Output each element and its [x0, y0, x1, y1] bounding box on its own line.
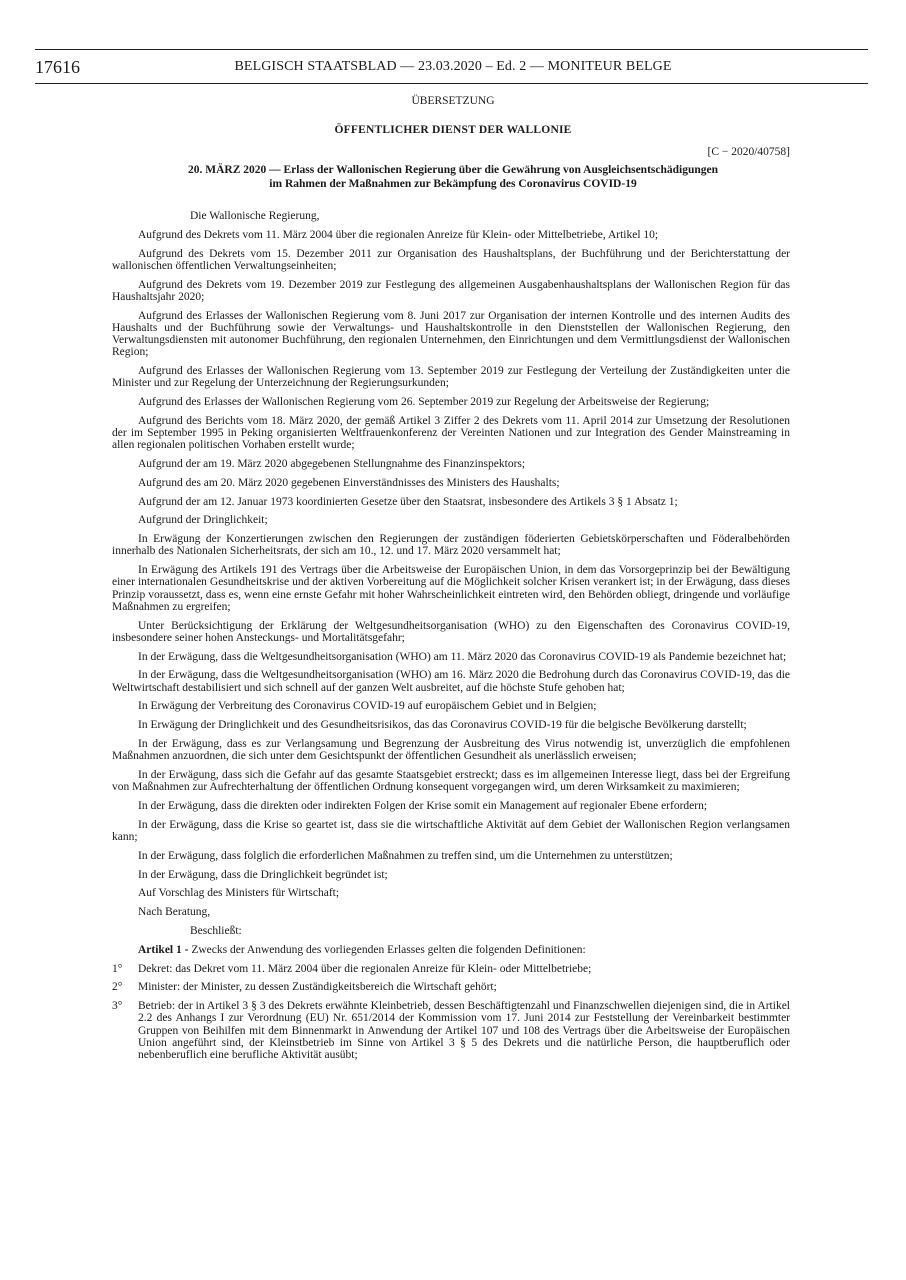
recital-paragraph: In Erwägung der Konzertierungen zwischen den Regierungen der zuständigen föderierten Gebietskörperschaften und Föderalbehörden innerhalb des Nationalen Sicherheitsrats, der sich am 10., 12. und 17. März 2020 versammelt hat; [112, 533, 790, 558]
definition-number: 2° [112, 981, 123, 994]
recital-paragraph: Aufgrund des Dekrets vom 11. März 2004 über die regionalen Anreize für Klein- oder Mittelbetriebe, Artikel 10; [138, 228, 659, 241]
decision-line: Beschließt: [190, 924, 242, 937]
definition-text: Minister: der Minister, zu dessen Zuständigkeitsbereich die Wirtschaft gehört; [138, 981, 497, 994]
recital-paragraph: Auf Vorschlag des Ministers für Wirtschaft; [138, 887, 340, 900]
article-label: Artikel 1 - [138, 943, 189, 956]
recital-paragraph: Aufgrund des Erlasses der Wallonischen Regierung vom 13. September 2019 zur Festlegung der Verteilung der Zuständigkeiten unter die Minister und zur Regelung der Unterzeichnung der Regierungsurkunden; [112, 365, 790, 390]
definition-item [112, 1000, 790, 1061]
page-number: 17616 [35, 57, 80, 77]
recital-paragraph: In der Erwägung, dass sich die Gefahr auf das gesamte Staatsgebiet erstreckt; dass es im allgemeinen Interesse liegt, dass bei der Ergreifung von Maßnahmen zur Aufrechterhaltung der öffentlichen Ordnung konsequent vorgegangen wird, um deren Wirksamkeit zu maximieren; [112, 768, 790, 794]
definition-number: 3° [112, 1000, 123, 1013]
recital-paragraph: In der Erwägung, dass es zur Verlangsamung und Begrenzung der Ausbreitung des Virus notwendig ist, unverzüglich die empfohlenen Maßnahmen anzuordnen, die sich unter dem Gesichtspunkt der öffentlichen Gesundheit als unerlässlich erweisen; [112, 737, 790, 763]
definition-item [112, 963, 790, 975]
recital-paragraph: Aufgrund des Berichts vom 18. März 2020, der gemäß Artikel 3 Ziffer 2 des Dekrets vom 11. April 2014 zur Umsetzung der Resolutionen der im September 1995 in Peking organisierten Weltfrauenkonferenz der Vereinten Nationen und zur Integration des Gender Mainstreaming in allen regionalen politischen Vorhaben erstellt wurde; [112, 414, 790, 452]
definitions-list [112, 963, 790, 1062]
article-text: Zwecks der Anwendung des vorliegenden Erlasses gelten die folgenden Definitionen: [188, 943, 586, 956]
recital-paragraph: Aufgrund der Dringlichkeit; [138, 514, 268, 527]
article-1 [112, 944, 790, 956]
document-title [0, 163, 906, 191]
definition-text: Dekret: das Dekret vom 11. März 2004 über die regionalen Anreize für Klein- oder Mittelbetriebe; [138, 962, 592, 975]
definition-number: 1° [112, 962, 123, 975]
recital-paragraph: Aufgrund des Dekrets vom 19. Dezember 2019 zur Festlegung des allgemeinen Ausgabenhaushaltsplans der Wallonischen Region für das Haushaltsjahr 2020; [112, 278, 790, 303]
recital-paragraph: Aufgrund der am 12. Januar 1973 koordinierten Gesetze über den Staatsrat, insbesondere des Artikels 3 § 1 Absatz 1; [138, 495, 678, 508]
recital-paragraph: In der Erwägung, dass die Weltgesundheitsorganisation (WHO) am 16. März 2020 die Bedrohung durch das Coronavirus COVID-19, das die Weltwirtschaft destabilisiert und sich schnell auf der ganzen Welt ausbreitet, auf die höchste Stufe gehoben hat; [112, 669, 790, 694]
header-top-rule [35, 49, 868, 50]
definition-item [112, 981, 790, 993]
recital-paragraph: In Erwägung der Dringlichkeit und des Gesundheitsrisikos, das das Coronavirus COVID-19 für die belgische Bevölkerung darstellt; [138, 719, 747, 732]
recital-paragraph: Nach Beratung, [138, 906, 211, 919]
recital-paragraph: Aufgrund des am 20. März 2020 gegebenen Einverständnisses des Ministers des Haushalts; [138, 476, 560, 489]
header-bottom-rule [35, 83, 868, 84]
recital-paragraph: Aufgrund der am 19. März 2020 abgegebenen Stellungnahme des Finanzinspektors; [138, 458, 526, 470]
title-line-1: 20. MÄRZ 2020 — Erlass der Wallonischen Regierung über die Gewährung von Ausgleichsentschädigungen [187, 164, 719, 176]
recital-paragraph: In Erwägung der Verbreitung des Coronavirus COVID-19 auf europäischem Gebiet und in Belgien; [138, 700, 597, 713]
issuing-authority: ÖFFENTLICHER DIENST DER WALLONIE [334, 124, 572, 136]
recital-paragraph: In der Erwägung, dass die Weltgesundheitsorganisation (WHO) am 11. März 2020 das Coronavirus COVID-19 als Pandemie bezeichnet hat; [138, 650, 787, 663]
recital-paragraph: Aufgrund des Dekrets vom 15. Dezember 2011 zur Organisation des Haushaltsplans, der Buchführung und der Berichterstattung der wallonischen öffentlichen Verwaltungseinheiten; [112, 247, 790, 272]
recital-paragraph: In der Erwägung, dass die direkten oder indirekten Folgen der Krise somit ein Management auf regionaler Ebene erfordern; [138, 799, 708, 812]
document-reference: [C − 2020/40758] [707, 146, 790, 158]
recitals [112, 229, 790, 919]
recital-paragraph: In der Erwägung, dass die Krise so geartet ist, dass sie die wirtschaftliche Aktivität auf dem Gebiet der Wallonischen Region verlangsamen kann; [112, 818, 790, 843]
document-body [112, 210, 790, 1068]
recital-paragraph: Unter Berücksichtigung der Erklärung der Weltgesundheitsorganisation (WHO) zu den Eigenschaften des Coronavirus COVID-19, insbesondere seiner hohen Ansteckungs- und Mortalitätsgefahr; [112, 619, 790, 644]
recital-paragraph: Aufgrund des Erlasses der Wallonischen Regierung vom 8. Juni 2017 zur Organisation der internen Kontrolle und des internen Audits des Haushalts und der Buchführung sowie der Verwaltungs- und Haushaltskontrolle in den Dienststellen der Wallonischen Regierung, den Verwaltungsdiensten mit autonomer Buchführung, den regionalen Unternehmen, den Einrichtungen und dem Vermittlungsdienst der Wallonischen Region; [112, 309, 790, 359]
running-title: BELGISCH STAATSBLAD — 23.03.2020 – Ed. 2 — MONITEUR BELGE [234, 59, 672, 74]
recital-paragraph: Aufgrund des Erlasses der Wallonischen Regierung vom 26. September 2019 zur Regelung der Arbeitsweise der Regierung; [138, 396, 710, 408]
recital-paragraph: In Erwägung des Artikels 191 des Vertrags über die Arbeitsweise der Europäischen Union, in dem das Vorsorgeprinzip bei der Bewältigung einer internationalen Gesundheitskrise und der aktiven Vorbereitung auf die Möglichkeit solcher Krisen verankert ist; in der Erwägung, dass dieses Prinzip voraussetzt, dass es, wenn eine ernste Gefahr mit hoher Wahrscheinlichkeit eintreten wird, den Behörden obliegt, dringende und vorläufige Maßnahmen zu ergreifen; [112, 564, 790, 613]
intro-line: Die Wallonische Regierung, [190, 210, 320, 222]
translation-label: ÜBERSETZUNG [411, 95, 495, 107]
recital-paragraph: In der Erwägung, dass die Dringlichkeit begründet ist; [138, 868, 388, 881]
definition-text: Betrieb: der in Artikel 3 § 3 des Dekrets erwähnte Kleinbetrieb, dessen Beschäftigtenzahl und Finanzschwellen diejenigen sind, die in Artikel 2.2 des Anhangs I zur Verordnung (EU) Nr. 651/2014 der Kommission vom 17. Juni 2014 zur Feststellung der Vereinbarkeit bestimmter Gruppen von Beihilfen mit dem Binnenmarkt in Anwendung der Artikel 107 und 108 des Vertrags über die Arbeitsweise der Europäischen Union angeführt sind, der Kleinstbetrieb im Sinne von Artikel 3 § 5 des Dekrets und die natürliche Person, die hauptberuflich oder nebenberuflich eine berufliche Aktivität ausübt; [138, 1000, 790, 1061]
recital-paragraph: In der Erwägung, dass folglich die erforderlichen Maßnahmen zu treffen sind, um die Unternehmen zu unterstützen; [138, 849, 673, 862]
title-line-2: im Rahmen der Maßnahmen zur Bekämpfung des Coronavirus COVID-19 [269, 178, 637, 190]
